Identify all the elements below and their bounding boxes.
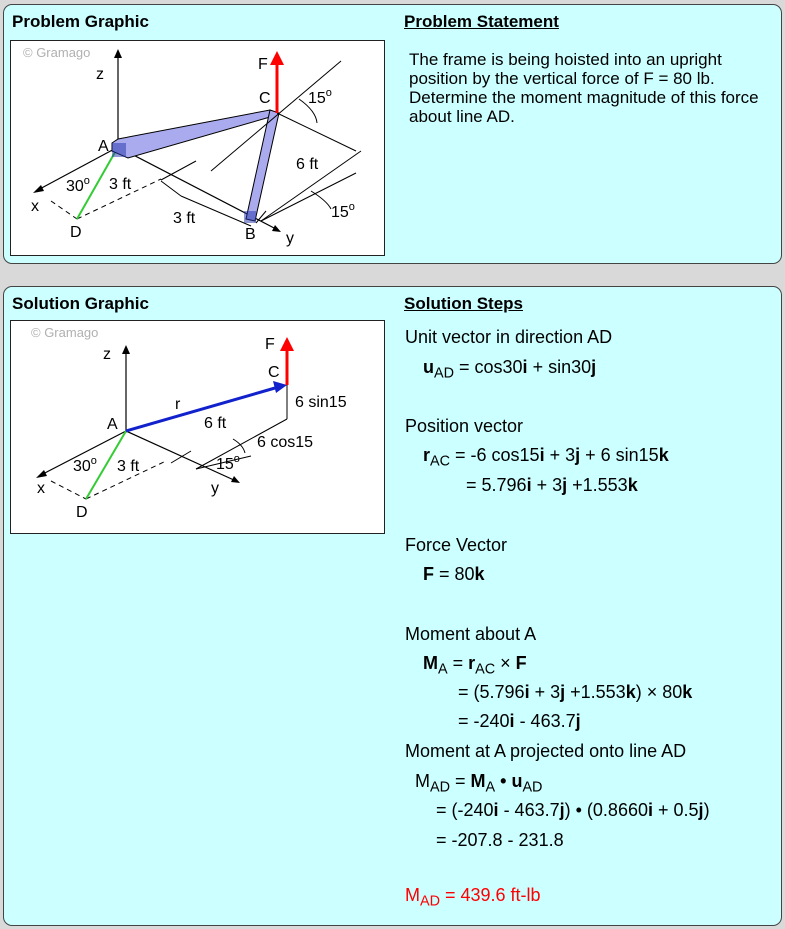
- label-c: C: [268, 364, 280, 381]
- solution-steps-title: Solution Steps: [404, 294, 523, 313]
- x-axis-arrowhead: [33, 185, 44, 193]
- step-position-expr: $r_{AC} = -6$ cos15i + 3j + 6 sin15k: [423, 445, 669, 470]
- step-moment-heading: Moment about A: [405, 624, 537, 644]
- problem-graphic-title: Problem Graphic: [12, 12, 149, 31]
- label-d: D: [70, 224, 82, 241]
- label-b: B: [245, 226, 256, 243]
- label-six-ft: 6 ft: [204, 415, 227, 432]
- label-y: y: [286, 230, 294, 247]
- angle-arc-15: [233, 439, 245, 453]
- step-projection-heading: Moment at A projected onto line AD: [405, 741, 687, 761]
- problem-diagram: [11, 41, 385, 256]
- label-c: C: [259, 90, 271, 107]
- construction-line: [161, 161, 196, 180]
- step-position-value: = 5.796i + 3j +1.553k: [466, 475, 638, 495]
- label-six-cos: 6 cos15: [257, 434, 314, 451]
- final-answer: $M_{AD} = 439.6$ ft-lb: [405, 885, 541, 910]
- problem-statement-title: Problem Statement: [404, 12, 559, 31]
- label-r: r: [175, 396, 181, 413]
- step-moment-result: = -240i - 463.7j: [458, 711, 581, 731]
- r-vector: [126, 388, 275, 431]
- step-force-expr: F = 80k: [423, 564, 485, 584]
- step-projection-result: = -207.8 - 231.8: [436, 830, 564, 850]
- label-y: y: [211, 480, 219, 497]
- solution-diagram: [11, 321, 385, 534]
- label-angle-c: 15$^o$: [308, 87, 332, 107]
- dashed-line-x-d: [51, 201, 77, 219]
- label-three-ft: 3 ft: [117, 458, 140, 475]
- label-three-ft-a: 3 ft: [109, 176, 132, 193]
- frame-member-cb: [246, 110, 279, 221]
- label-x: x: [37, 480, 45, 497]
- label-z: z: [96, 66, 104, 83]
- label-angle-a: 30$^o$: [66, 175, 90, 195]
- label-f: F: [265, 336, 275, 353]
- step-force-heading: Force Vector: [405, 535, 508, 555]
- step-unit-vector-expr: $u_{AD} = \cos 30i + \sin 30j$: [423, 357, 597, 382]
- label-three-ft-b: 3 ft: [173, 210, 196, 227]
- force-f-arrowhead: [280, 337, 294, 351]
- label-x: x: [31, 198, 39, 215]
- label-d: D: [76, 504, 88, 521]
- label-angle-15: 15$^o$: [216, 453, 240, 473]
- frame-end-a: [112, 143, 126, 157]
- y-axis-arrowhead: [231, 476, 240, 483]
- r-vector-arrowhead: [273, 381, 287, 393]
- dashed-line-x-d: [51, 481, 86, 499]
- label-f: F: [258, 56, 268, 73]
- frame-member-ac: [112, 110, 277, 158]
- step-projection-expr: $M_{AD} = M_A$ • $u_{AD}$: [415, 771, 543, 796]
- watermark: © Gramago: [23, 45, 91, 60]
- step-moment-expr: $M_A = r_{AC} \times F$: [423, 653, 527, 678]
- force-f-arrowhead: [270, 51, 284, 65]
- y-axis-arrowhead: [272, 225, 281, 232]
- label-a: A: [107, 416, 118, 433]
- problem-statement-text: The frame is being hoisted into an upright position by the vertical force of F = 80 lb. Determine the moment magnitude of this force about line AD.: [409, 50, 759, 126]
- step-position-heading: Position vector: [405, 416, 524, 436]
- z-axis-arrowhead: [114, 49, 122, 58]
- label-angle-b: 15$^o$: [331, 201, 355, 221]
- step-projection-substitution: = (-240i - 463.7j) • (0.8660i + 0.5j): [436, 800, 710, 820]
- watermark: © Gramago: [31, 325, 99, 340]
- dimension-3ft-left: [161, 181, 181, 196]
- label-angle-30: 30$^o$: [73, 455, 97, 475]
- frame-end-b: [244, 211, 256, 223]
- x-axis-arrowhead: [36, 470, 47, 478]
- problem-figure: [10, 40, 385, 256]
- label-a: A: [98, 138, 109, 155]
- z-axis-arrowhead: [122, 345, 130, 354]
- label-six-sin: 6 sin15: [295, 394, 347, 411]
- step-unit-vector-heading: Unit vector in direction AD: [405, 327, 613, 347]
- label-z: z: [103, 346, 111, 363]
- solution-figure: [10, 320, 385, 534]
- step-moment-substitution: = (5.796i + 3j +1.553k) × 80k: [458, 682, 693, 702]
- solution-graphic-title: Solution Graphic: [12, 294, 149, 313]
- label-six-ft: 6 ft: [296, 156, 319, 173]
